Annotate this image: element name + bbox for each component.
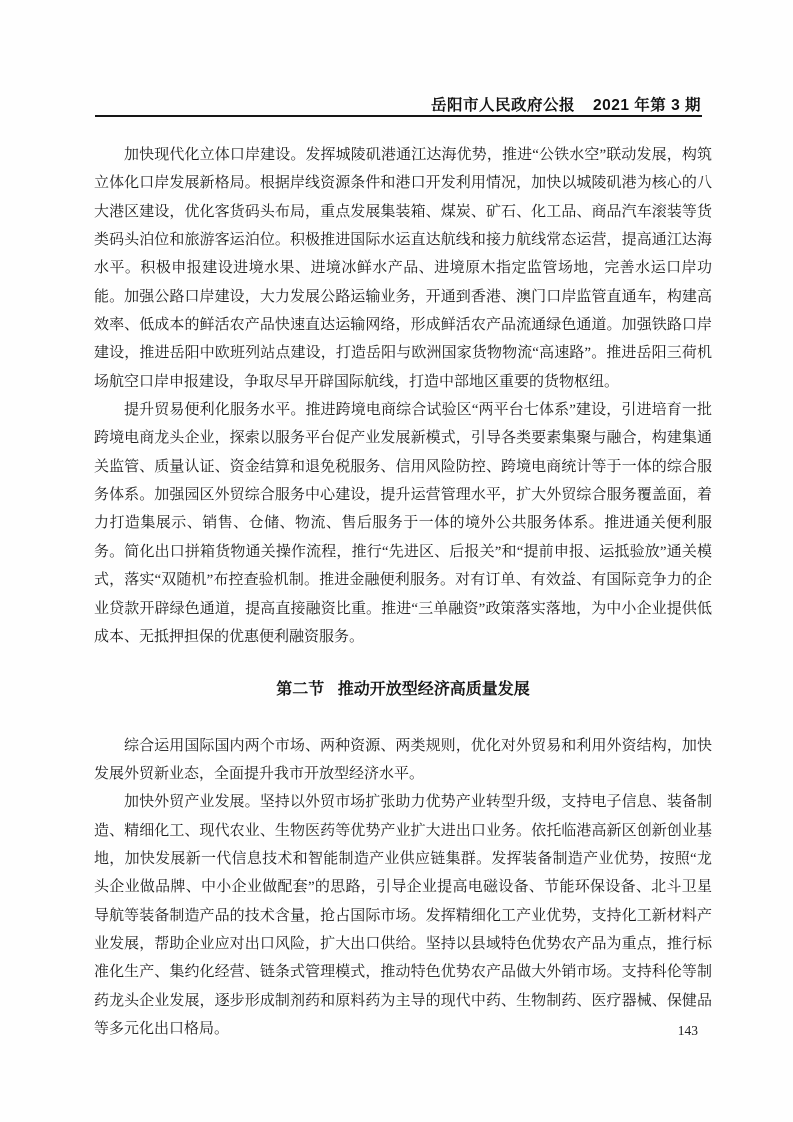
section-title: 推动开放型经济高质量发展 xyxy=(337,681,530,699)
section-number: 第二节 xyxy=(276,681,325,699)
paragraph-foreign-trade-industry: 加快外贸产业发展。坚持以外贸市场扩张助力优势产业转型升级，支持电子信息、装备制造、精细化工、现代农业、生物医药等优势产业扩大进出口业务。依托临港高新区创新创业基地，加快发展新一代信息技术和智能制造产业供应链集群。发挥装备制造产业优势，按照“龙头企业做品牌、中小企业做配套”的思路，引导企业提高电磁设备、节能环保设备、北斗卫星导航等装备制造产品的技术含量，抢占国际市场。发挥精细化工产业优势，支持化工新材料产业发展，帮助企业应对出口风险，扩大出口供给。坚持以县域特色优势农产品为重点，推行标准化生产、集约化经营、链条式管理模式，推动特色优势农产品做大外销市场。支持科伦等制药龙头企业发展，逐步形成制剂药和原料药为主导的现代中药、生物制药、医疗器械、保健品等多元化出口格局。 xyxy=(94,794,712,1037)
issue-label: 2021 年第 3 期 xyxy=(592,97,701,114)
page-number: 143 xyxy=(677,1023,698,1038)
paragraph-open-economy-intro: 综合运用国际国内两个市场、两种资源、两类规则，优化对外贸易和利用外资结构，加快发展外贸新业态，全面提升我市开放型经济水平。 xyxy=(94,737,712,782)
running-header xyxy=(431,93,701,115)
header-rule xyxy=(95,115,702,117)
section-heading xyxy=(94,676,712,704)
paragraph-trade-facilitation: 提升贸易便利化服务水平。推进跨境电商综合试验区“两平台七体系”建设，引进培育一批跨境电商龙头企业，探索以服务平台促产业发展新模式，引导各类要素集聚与融合，构建集通关监管、质量认证、资金结算和退免税服务、信用风险防控、跨境电商统计等于一体的综合服务体系。加强园区外贸综合服务中心建设，提升运营管理水平，扩大外贸综合服务覆盖面，着力打造集展示、销售、仓储、物流、售后服务于一体的境外公共服务体系。推进通关便利服务。简化出口拼箱货物通关操作流程，推行“先进区、后报关”和“提前申报、运抵验放”通关模式，落实“双随机”布控查验机制。推进金融便利服务。对有订单、有效益、有国际竞争力的企业贷款开辟绿色通道，提高直接融资比重。推进“三单融资”政策落实落地，为中小企业提供低成本、无抵押担保的优惠便利融资服务。 xyxy=(94,402,712,645)
document-body xyxy=(94,141,712,1043)
paragraph-port-construction: 加快现代化立体口岸建设。发挥城陵矶港通江达海优势，推进“公铁水空”联动发展，构筑立体化口岸发展新格局。根据岸线资源条件和港口开发利用情况，加快以城陵矶港为核心的八大港区建设，优化客货码头布局，重点发展集装箱、煤炭、矿石、化工品、商品汽车滚装等货类码头泊位和旅游客运泊位。积极推进国际水运直达航线和接力航线常态运营，提高通江达海水平。积极申报建设进境水果、进境冰鲜水产品、进境原木指定监管场地，完善水运口岸功能。加强公路口岸建设，大力发展公路运输业务，开通到香港、澳门口岸监管直通车，构建高效率、低成本的鲜活农产品快速直达运输网络，形成鲜活农产品流通绿色通道。加强铁路口岸建设，推进岳阳中欧班列站点建设，打造岳阳与欧洲国家货物物流“高速路”。推进岳阳三荷机场航空口岸申报建设，争取尽早开辟国际航线，打造中部地区重要的货物枢纽。 xyxy=(94,147,712,390)
publication-title: 岳阳市人民政府公报 xyxy=(430,97,575,114)
